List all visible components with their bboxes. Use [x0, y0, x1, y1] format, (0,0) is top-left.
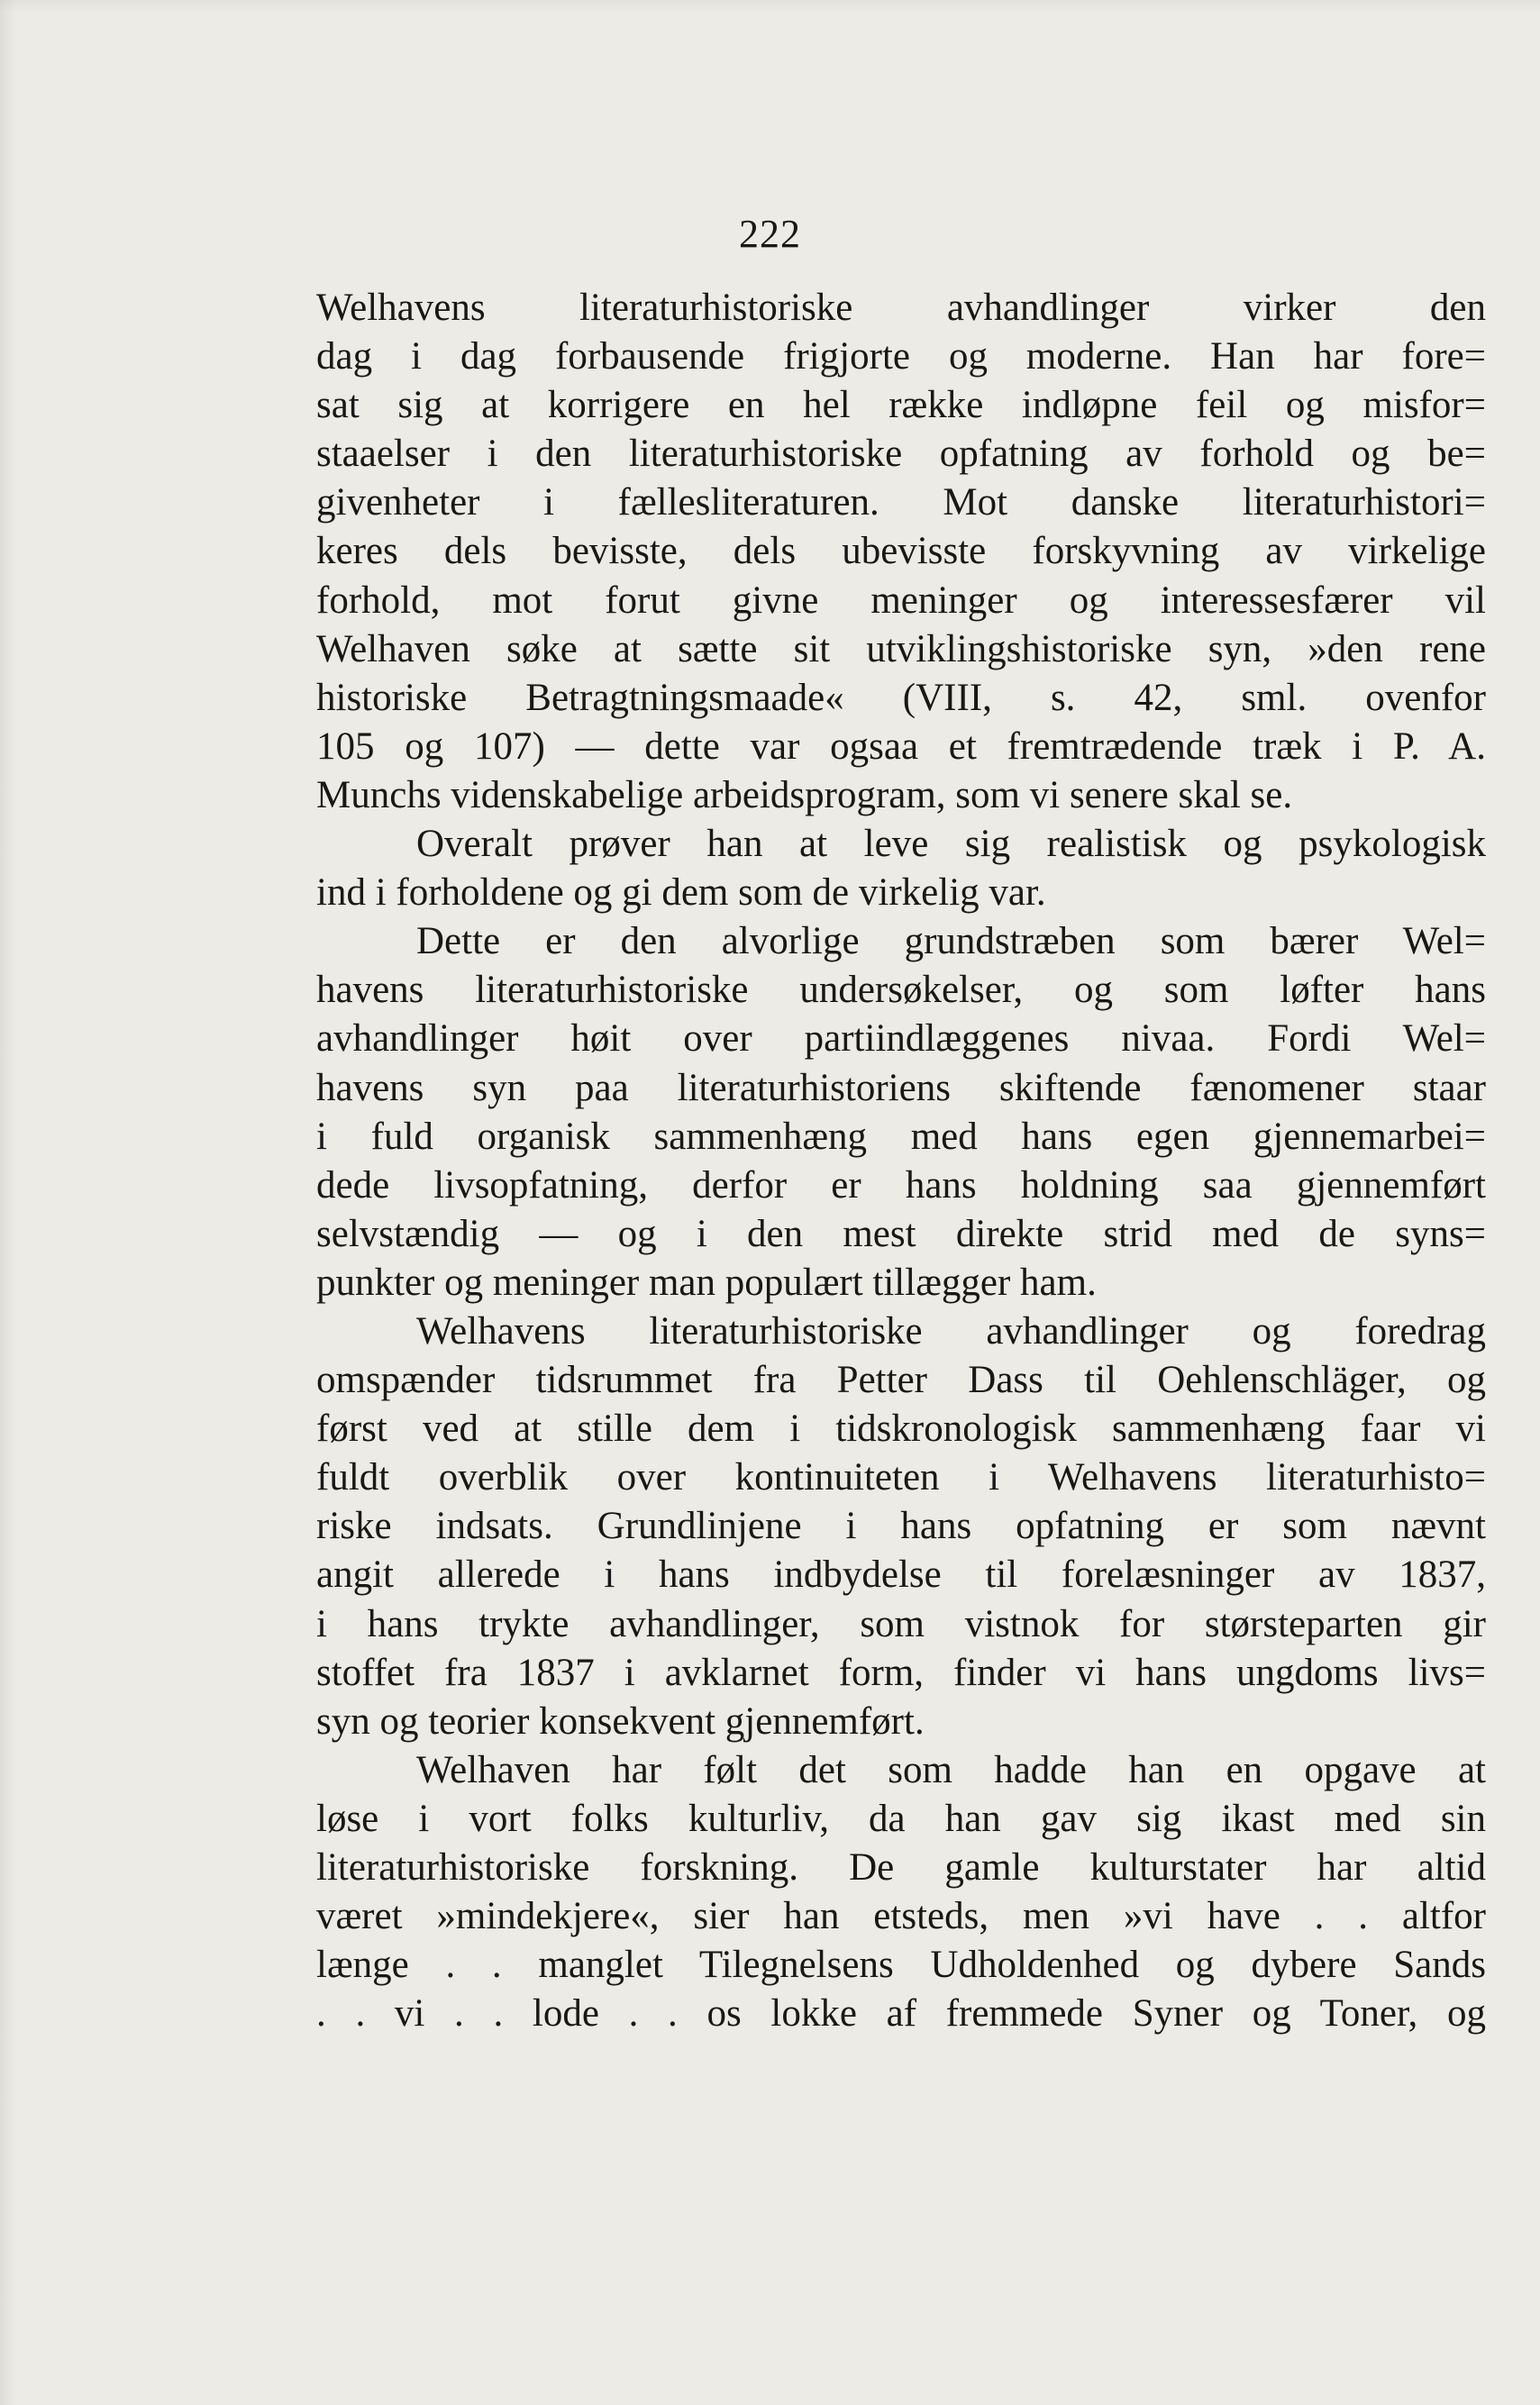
text-line: historiske Betragtningsmaade« (VIII, s. 42, sml. ovenfor: [316, 676, 1486, 719]
text-line: dede livsopfatning, derfor er hans holdning saa gjennemført: [316, 1163, 1486, 1207]
text-line: havens syn paa literaturhistoriens skiftende fænomener staar: [316, 1066, 1486, 1109]
text-line: avhandlinger høit over partiindlæggenes nivaa. Fordi Wel=: [316, 1017, 1486, 1061]
body-text: [316, 284, 1486, 2038]
text-line: staaelser i den literaturhistoriske opfatning av forhold og be=: [316, 433, 1486, 476]
page-number: 222: [739, 212, 801, 256]
text-line: selvstændig — og i den mest direkte strid med de syns=: [316, 1212, 1486, 1255]
text-line: i hans trykte avhandlinger, som vistnok for størsteparten gir: [316, 1602, 1486, 1645]
text-line: Welhaven har følt det som hadde han en opgave at: [416, 1748, 1486, 1791]
text-line: Welhavens literaturhistoriske avhandlinger virker den: [316, 287, 1486, 329]
text-line: Overalt prøver han at leve sig realistisk og psykologisk: [416, 823, 1486, 866]
text-line: i fuld organisk sammenhæng med hans egen gjennemarbei=: [316, 1115, 1486, 1158]
text-line: stoffet fra 1837 i avklarnet form, finder vi hans ungdoms livs=: [316, 1651, 1486, 1694]
text-line: forhold, mot forut givne meninger og interessesfærer vil: [316, 578, 1486, 622]
text-line: længe . . manglet Tilegnelsens Udholdenhed og dybere Sands: [316, 1944, 1486, 1987]
text-line: syn og teorier konsekvent gjennemført.: [316, 1699, 925, 1743]
text-line: riske indsats. Grundlinjene i hans opfatning er som nævnt: [316, 1505, 1486, 1548]
text-line: løse i vort folks kulturliv, da han gav sig ikast med sin: [316, 1797, 1486, 1840]
text-line: havens literaturhistoriske undersøkelser, og som løfter hans: [316, 969, 1486, 1012]
text-line: Munchs videnskabelige arbeidsprogram, som vi senere skal se.: [316, 773, 1293, 816]
text-line: punkter og meninger man populært tillægger ham.: [316, 1261, 1097, 1304]
text-line: været »mindekjere«, sier han etsteds, men »vi have . . altfor: [316, 1895, 1486, 1938]
text-line: givenheter i fællesliteraturen. Mot danske literaturhistori=: [316, 481, 1486, 524]
text-line: literaturhistoriske forskning. De gamle kulturstater har altid: [316, 1846, 1486, 1889]
text-line: ind i forholdene og gi dem som de virkelig var.: [316, 871, 1046, 915]
text-line: . . vi . . lode . . os lokke af fremmede Syner og Toner, og: [316, 1992, 1486, 2036]
text-line: 105 og 107) — dette var ogsaa et fremtrædende træk i P. A.: [316, 724, 1486, 768]
text-line: Welhaven søke at sætte sit utviklingshistoriske syn, »den rene: [316, 627, 1486, 670]
text-line: Welhavens literaturhistoriske avhandlinger og foredrag: [416, 1309, 1486, 1353]
text-line: sat sig at korrigere en hel række indløpne feil og misfor=: [316, 384, 1486, 427]
text-line: omspænder tidsrummet fra Petter Dass til Oehlenschläger, og: [316, 1359, 1486, 1402]
text-line: fuldt overblik over kontinuiteten i Welhavens literaturhisto=: [316, 1456, 1486, 1499]
text-line: keres dels bevisste, dels ubevisste forskyvning av virkelige: [316, 530, 1486, 573]
text-line: først ved at stille dem i tidskronologisk sammenhæng faar vi: [316, 1407, 1486, 1451]
text-line: dag i dag forbausende frigjorte og moderne. Han har fore=: [316, 335, 1486, 378]
text-line: Dette er den alvorlige grundstræben som bærer Wel=: [416, 920, 1486, 963]
text-line: angit allerede i hans indbydelse til forelæsninger av 1837,: [316, 1553, 1486, 1597]
